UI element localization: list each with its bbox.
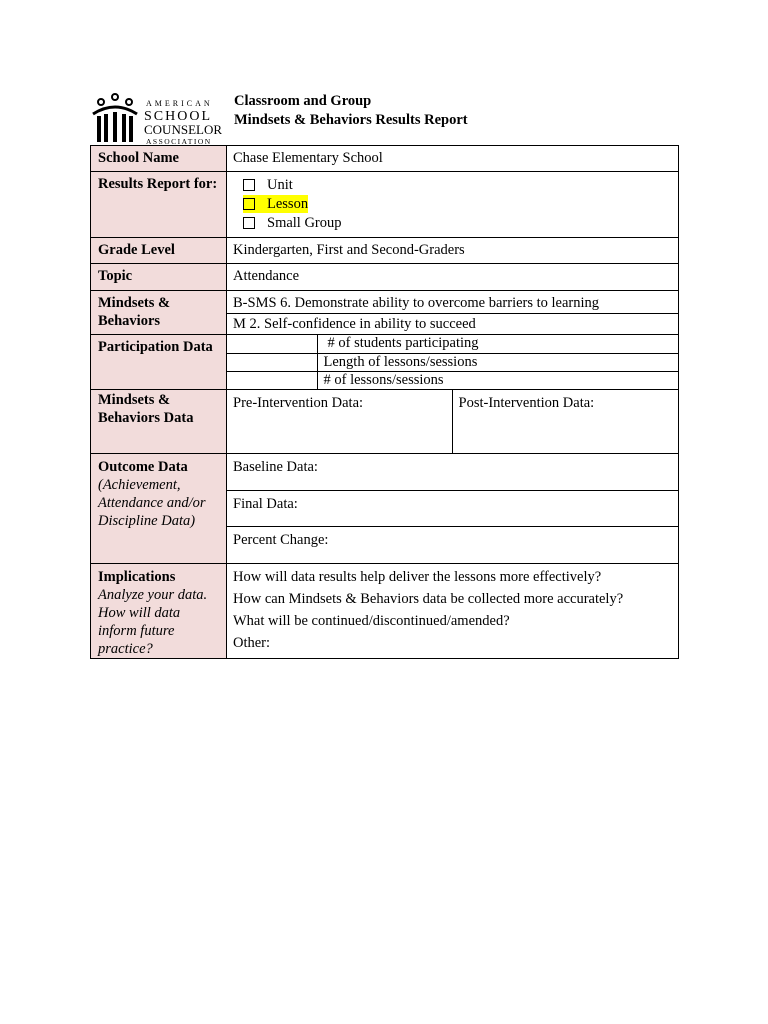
implications-q2: How can Mindsets & Behaviors data be collected more accurately? <box>233 591 624 607</box>
post-intervention-cell[interactable] <box>452 390 678 453</box>
row-results-for <box>91 172 679 238</box>
row-outcome <box>91 454 679 564</box>
implications-label: Implications <box>98 569 176 585</box>
implications-q4: Other: <box>233 635 271 651</box>
mindsets-label-line2: Behaviors <box>98 313 161 329</box>
checkbox-small-group[interactable] <box>243 217 255 229</box>
results-report-form <box>90 145 679 659</box>
results-for-label: Results Report for: <box>91 172 227 238</box>
option-unit-label: Unit <box>267 176 293 193</box>
participation-item-count: # of lessons/sessions <box>323 371 444 388</box>
option-lesson[interactable] <box>233 194 672 213</box>
report-title-line1: Classroom and Group <box>234 93 372 109</box>
mb-data-label-line2: Behaviors Data <box>98 410 194 426</box>
row-implications <box>91 564 679 659</box>
asca-logo-graphic <box>90 92 226 146</box>
implications-q1: How will data results help deliver the lessons more effectively? <box>233 569 602 585</box>
row-topic <box>91 264 679 291</box>
row-mindsets <box>91 291 679 335</box>
final-data-label: Final Data: <box>233 496 298 512</box>
post-intervention-label: Post-Intervention Data: <box>458 395 595 411</box>
outcome-label: Outcome Data <box>98 459 188 475</box>
checkbox-unit[interactable] <box>243 179 255 191</box>
participation-grid <box>227 335 679 390</box>
row-participation <box>91 335 679 390</box>
lesson-highlight <box>243 195 308 213</box>
participation-table <box>227 335 678 389</box>
topic-value[interactable]: Attendance <box>227 264 679 291</box>
pre-intervention-label: Pre-Intervention Data: <box>233 395 364 411</box>
mindsets-label <box>91 291 227 335</box>
option-lesson-label: Lesson <box>267 195 309 212</box>
outcome-sublabel: (Achievement, Attendance and/or Discipline Data) <box>98 477 206 529</box>
logo-text-american: AMERICAN <box>146 99 213 108</box>
participation-item-students: # of students participating <box>317 335 678 353</box>
pre-intervention-cell[interactable] <box>227 390 452 453</box>
option-small-group[interactable] <box>233 213 672 232</box>
percent-change-field[interactable] <box>227 527 678 563</box>
implications-values[interactable] <box>227 564 679 659</box>
mb-data-label <box>91 390 227 454</box>
participation-label: Participation Data <box>91 335 227 390</box>
participation-input-3[interactable] <box>227 371 317 389</box>
logo-text-association: ASSOCIATION <box>146 137 212 146</box>
mindsets-values <box>227 291 679 335</box>
school-name-value[interactable]: Chase Elementary School <box>227 146 679 172</box>
row-mb-data <box>91 390 679 454</box>
logo-text-school: SCHOOL <box>144 109 213 124</box>
option-unit[interactable] <box>233 175 672 194</box>
outcome-values <box>227 454 679 564</box>
mb-data-label-line1: Mindsets & <box>98 392 171 408</box>
percent-change-label: Percent Change: <box>233 532 329 548</box>
final-data-field[interactable] <box>227 491 678 527</box>
mindsets-label-line1: Mindsets & <box>98 295 171 311</box>
row-school-name <box>91 146 679 172</box>
implications-sublabel: Analyze your data. How will data inform future practice? <box>98 587 208 657</box>
report-title-line2: Mindsets & Behaviors Results Report <box>234 112 468 128</box>
implications-q3: What will be continued/discontinued/amended? <box>233 613 510 629</box>
asca-logo <box>90 92 226 146</box>
participation-input-2[interactable] <box>227 353 317 371</box>
report-title <box>234 92 468 130</box>
grade-level-label: Grade Level <box>91 238 227 264</box>
option-small-group-label: Small Group <box>267 214 342 231</box>
participation-item-length: Length of lessons/sessions <box>317 353 678 371</box>
mb-data-table <box>227 390 678 453</box>
mb-data-grid <box>227 390 679 454</box>
school-name-label: School Name <box>91 146 227 172</box>
outcome-label-cell <box>91 454 227 564</box>
baseline-data-field[interactable] <box>227 454 678 491</box>
mindsets-value-1[interactable]: B-SMS 6. Demonstrate ability to overcome barriers to learning <box>227 291 678 314</box>
results-for-options <box>227 172 679 238</box>
logo-text-counselor: COUNSELOR <box>144 122 223 137</box>
mindsets-value-2[interactable]: M 2. Self-confidence in ability to succeed <box>233 316 476 332</box>
implications-label-cell <box>91 564 227 659</box>
participation-input-1[interactable] <box>227 335 317 353</box>
checkbox-lesson[interactable] <box>243 198 255 210</box>
row-grade-level <box>91 238 679 264</box>
topic-label: Topic <box>91 264 227 291</box>
baseline-data-label: Baseline Data: <box>233 459 318 475</box>
grade-level-value[interactable]: Kindergarten, First and Second-Graders <box>227 238 679 264</box>
